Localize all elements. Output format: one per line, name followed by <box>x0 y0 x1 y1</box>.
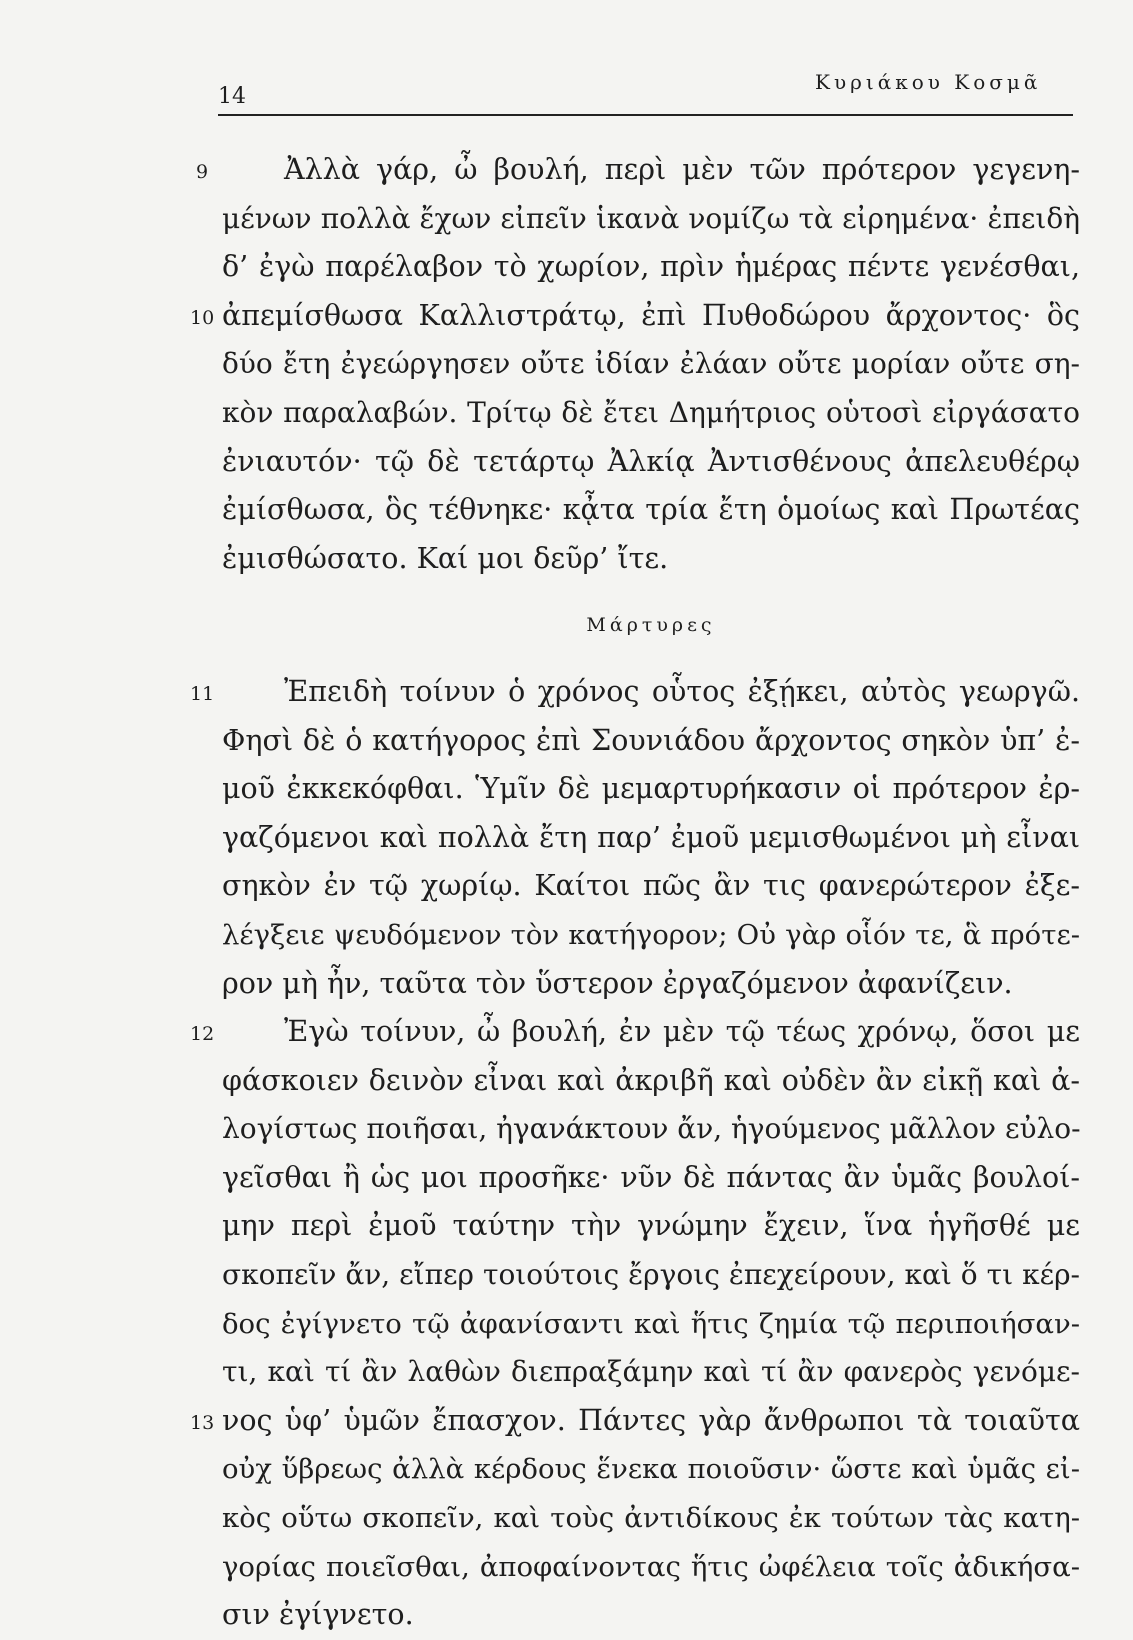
witnesses-heading: Μάρτυρες <box>586 614 716 637</box>
header-rule <box>218 114 1073 116</box>
text-line: κὸν παραλαβών. Τρίτῳ δὲ ἔτει Δημήτριος οὑτοσὶ εἰργάσατο <box>222 395 1080 429</box>
text-line: μοῦ ἐκκεκόφθαι. Ὑμῖν δὲ μεμαρτυρήκασιν οἱ πρότερον ἐρ- <box>222 772 1080 806</box>
text-line: δ’ ἐγὼ παρέλαβον τὸ χωρίον, πρὶν ἡμέρας πέντε γενέσθαι, <box>222 250 1080 284</box>
text-line: 13 νος ὑφ’ ὑμῶν ἔπασχον. Πάντες γὰρ ἄνθρωποι τὰ τοιαῦτα <box>222 1397 1080 1446</box>
page-number: 14 <box>218 84 246 109</box>
section-number: 10 <box>190 306 215 329</box>
text-line: λογίστως ποιῆσαι, ἠγανάκτουν ἄν, ἡγούμενος μᾶλλον εὐλο- <box>222 1112 1081 1146</box>
section-number: 13 <box>190 1411 215 1434</box>
section-number: 9 <box>196 161 209 183</box>
text-line: φάσκοιεν δεινὸν εἶναι καὶ ἀκριβῆ καὶ οὐδὲν ἂν εἰκῇ καὶ ἀ- <box>222 1063 1080 1097</box>
text-line: οὐχ ὕβρεως ἀλλὰ κέρδους ἕνεκα ποιοῦσιν· ὥστε καὶ ὑμᾶς εἰ- <box>222 1453 1080 1486</box>
text-line: γαζόμενοι καὶ πολλὰ ἔτη παρ’ ἐμοῦ μεμισθωμένοι μὴ εἶναι <box>222 820 1080 854</box>
text-line: σιν ἐγίγνετο. <box>222 1598 414 1632</box>
text-line: δος ἐγίγνετο τῷ ἀφανίσαντι καὶ ἥτις ζημία τῷ περιποιήσαν- <box>222 1307 1080 1340</box>
section-number: 11 <box>190 682 215 705</box>
text-line: γορίας ποιεῖσθαι, ἀποφαίνοντας ἥτις ὠφέλεια τοῖς ἀδικήσα- <box>222 1550 1080 1583</box>
section-number: 12 <box>190 1023 215 1046</box>
text-line: μην περὶ ἐμοῦ ταύτην τὴν γνώμην ἔχειν, ἵνα ἡγῆσθέ με <box>222 1209 1080 1243</box>
text-line: 10 ἀπεμίσθωσα Καλλιστράτῳ, ἐπὶ Πυθοδώρου ἄρχοντος· ὃς <box>222 292 1080 341</box>
text-line: ρον μὴ ἦν, ταῦτα τὸν ὕστερον ἐργαζόμενον ἀφανίζειν. <box>222 966 1013 1000</box>
text-line: ἐμισθώσατο. Καί μοι δεῦρ’ ἴτε. <box>222 541 669 575</box>
text-line: 9 Ἀλλὰ γάρ, ὦ βουλή, περὶ μὲν τῶν πρότερον γεγενη- <box>222 146 1080 195</box>
main-text <box>190 146 1081 1640</box>
text-line: γεῖσθαι ἢ ὡς μοι προσῆκε· νῦν δὲ πάντας ἂν ὑμᾶς βουλοί- <box>222 1160 1080 1194</box>
text-line: κὸς οὕτω σκοπεῖν, καὶ τοὺς ἀντιδίκους ἐκ τούτων τὰς κατη- <box>222 1502 1080 1535</box>
text-line: ἐμίσθωσα, ὃς τέθνηκε· κᾆτα τρία ἔτη ὁμοίως καὶ Πρωτέας <box>222 493 1080 527</box>
text-line: 12 Ἐγὼ τοίνυν, ὦ βουλή, ἐν μὲν τῷ τέως χρόνῳ, ὅσοι με <box>222 1008 1080 1057</box>
text-line: σκοπεῖν ἄν, εἴπερ τοιούτοις ἔργοις ἐπεχείρουν, καὶ ὅ τι κέρ- <box>222 1258 1080 1292</box>
text-line: 11 Ἐπειδὴ τοίνυν ὁ χρόνος οὗτος ἐξῄκει, αὐτὸς γεωργῶ. <box>222 668 1080 717</box>
text-line: τι, καὶ τί ἂν λαθὼν διεπραξάμην καὶ τί ἂν φανερὸς γενόμε- <box>222 1355 1080 1389</box>
text-line: Φησὶ δὲ ὁ κατήγορος ἐπὶ Σουνιάδου ἄρχοντος σηκὸν ὑπ’ ἐ- <box>222 723 1080 757</box>
text-line: σηκὸν ἐν τῷ χωρίῳ. Καίτοι πῶς ἂν τις φανερώτερον ἐξε- <box>222 869 1080 903</box>
text-line: ἐνιαυτόν· τῷ δὲ τετάρτῳ Ἀλκίᾳ Ἀντισθένους ἀπελευθέρῳ <box>222 444 1080 478</box>
text-line: μένων πολλὰ ἔχων εἰπεῖν ἱκανὰ νομίζω τὰ εἰρημένα· ἐπειδὴ <box>222 201 1080 235</box>
running-head: Κυριάκου Κοσμᾶ <box>815 70 1042 94</box>
text-line: δύο ἔτη ἐγεώργησεν οὔτε ἰδίαν ἐλάαν οὔτε μορίαν οὔτε ση- <box>222 347 1080 381</box>
text-line: λέγξειε ψευδόμενον τὸν κατήγορον; Οὐ γὰρ οἷόν τε, ἃ πρότε- <box>222 918 1080 951</box>
